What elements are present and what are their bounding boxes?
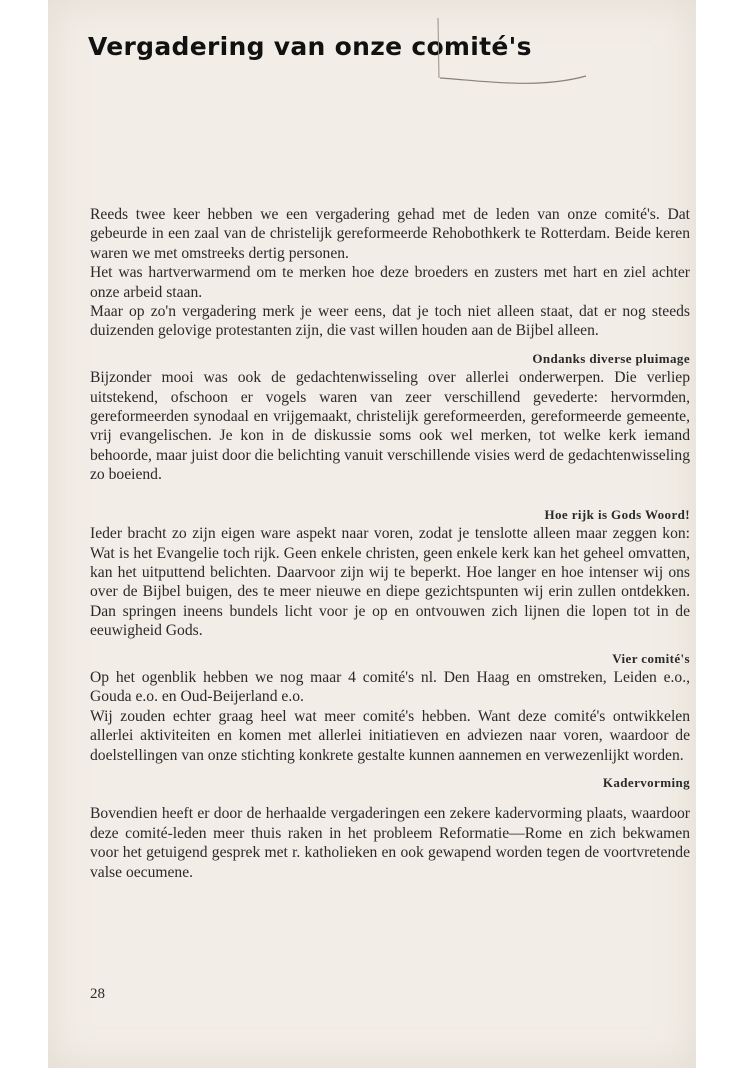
page (48, 0, 696, 1068)
section-paragraph: Ieder bracht zo zijn eigen ware aspekt naar voren, zodat je tenslotte alleen maar zeggen kon: Wat is het Evangelie toch rijk. Geen enkele christen, geen enkele kerk kan het geheel omvatten, kan het uitputtend belichten. Daarvoor zijn wij te beperkt. Hoe langer en hoe intenser wij ons over de Bijbel buigen, des te meer nieuwe en diepe gezichtspunten wij erin zullen ontdekken. Dan springen ineens bundels licht voor je op en ontvouwen zich lijnen die lopen tot in de eeuwigheid Gods. (90, 525, 690, 640)
section-paragraph: Bijzonder mooi was ook de gedachtenwisseling over allerlei onderwerpen. Die verliep uitstekend, ofschoon er vogels waren van zeer verschillend gevederte: hervormden, gereformeerden synodaal en vrijgemaakt, christelijk gereformeerden, gereformeerde gemeente, vrij evangelischen. Je kon in de diskussie soms ook wel merken, tot welke kerk iemand behoorde, maar juist door die belichting vanuit verschillende visies werd de gedachtenwisseling zo boeiend. (90, 369, 690, 484)
section-heading: Vier comité's (612, 650, 690, 666)
section-paragraph: Bovendien heeft er door de herhaalde vergaderingen een zekere kadervorming plaats, waardoor deze comité-leden meer thuis raken in het probleem Reformatie—Rome en zich bekwamen voor het getuigend gesprek met r. katholieken en ook gewapend worden tegen de voortvretende valse oecumene. (90, 805, 690, 881)
title-underline-decoration (436, 12, 596, 92)
intro-paragraph: Het was hartverwarmend om te merken hoe deze broeders en zusters met hart en ziel achter onze arbeid staan. (90, 264, 690, 301)
section-paragraph: Wij zouden echter graag heel wat meer comité's hebben. Want deze comité's ontwikkelen allerlei aktiviteiten en komen met allerlei initiatieven en adviezen naar voren, waardoor de doelstellingen van onze stichting konkrete gestalte kunnen aannemen en verwezenlijkt worden. (90, 707, 690, 764)
section-heading: Hoe rijk is Gods Woord! (544, 506, 690, 522)
page-title: Vergadering van onze comité's (88, 32, 532, 61)
section-heading: Kadervorming (602, 774, 690, 790)
article-body (90, 205, 690, 882)
section-paragraph: Op het ogenblik hebben we nog maar 4 comité's nl. Den Haag en omstreken, Leiden e.o., Gouda e.o. en Oud-Beijerland e.o. (90, 668, 690, 706)
intro-paragraph: Reeds twee keer hebben we een vergadering gehad met de leden van onze comité's. Dat gebeurde in een zaal van de christelijk gereformeerde Rehobothkerk te Rotterdam. Beide keren waren we met omstreeks dertig personen. (90, 206, 690, 262)
page-number: 28 (90, 986, 105, 1002)
intro-paragraph: Maar op zo'n vergadering merk je weer eens, dat je toch niet alleen staat, dat er nog steeds duizenden gelovige protestanten zijn, die vast willen houden aan de Bijbel alleen. (90, 303, 690, 340)
section-heading: Ondanks diverse pluimage (532, 350, 690, 366)
